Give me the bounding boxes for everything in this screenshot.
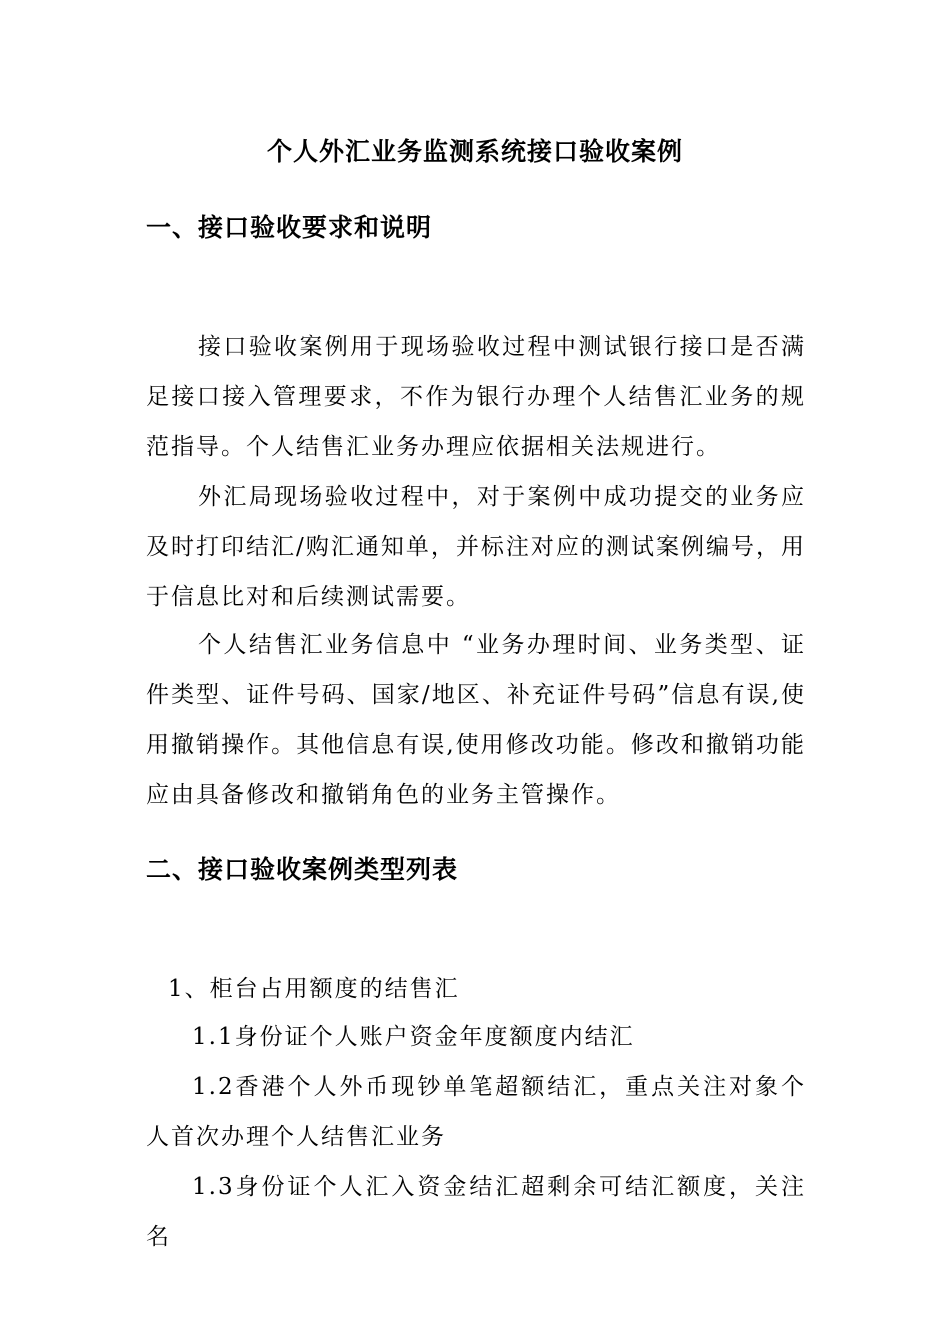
list-item-counter-quota: 1、柜台占用额度的结售汇	[168, 976, 460, 1002]
list-item-1-1: 1.1身份证个人账户资金年度额度内结汇	[192, 1024, 635, 1050]
document-title: 个人外汇业务监测系统接口验收案例	[266, 137, 683, 166]
section-heading-case-types: 二、接口验收案例类型列表	[146, 855, 459, 884]
list-item-1-2: 1.2香港个人外币现钞单笔超额结汇，重点关注对象个人首次办理个人结售汇业务	[146, 1074, 806, 1150]
list-item-1-3: 1.3身份证个人汇入资金结汇超剩余可结汇额度，关注名	[146, 1174, 806, 1250]
paragraph-purpose: 接口验收案例用于现场验收过程中测试银行接口是否满足接口接入管理要求，不作为银行办理个人结售汇业务的规范指导。个人结售汇业务办理应依据相关法规进行。	[146, 334, 806, 460]
paragraph-onsite-acceptance: 外汇局现场验收过程中，对于案例中成功提交的业务应及时打印结汇/购汇通知单，并标注对应的测试案例编号，用于信息比对和后续测试需要。	[146, 484, 806, 610]
section-heading-requirements: 一、接口验收要求和说明	[146, 213, 433, 242]
paragraph-error-handling: 个人结售汇业务信息中 “业务办理时间、业务类型、证件类型、证件号码、国家/地区、补充证件号码”信息有误,使用撤销操作。其他信息有误,使用修改功能。修改和撤销功能应由具备修改和撤销角色的业务主管操作。	[146, 632, 806, 808]
